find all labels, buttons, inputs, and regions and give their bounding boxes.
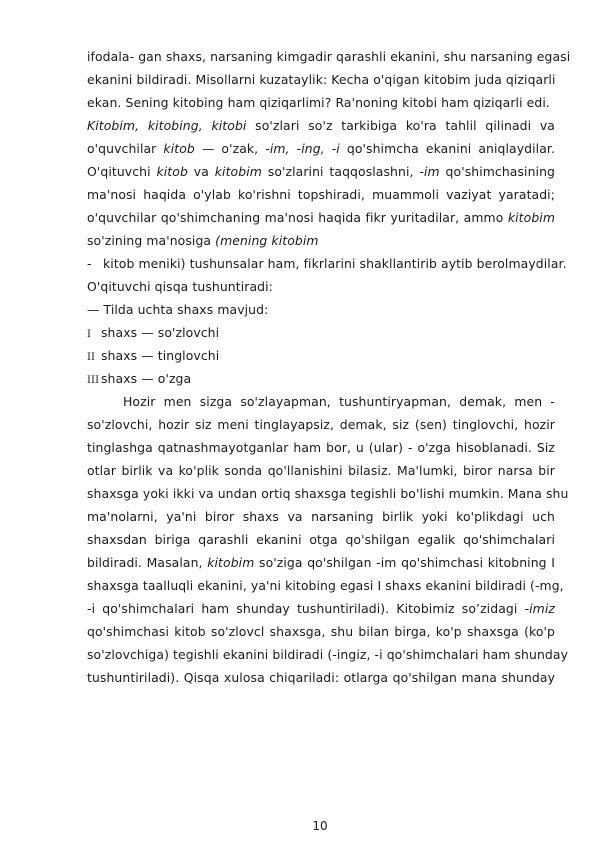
list-marker: II <box>87 352 96 363</box>
text-run: so'ziga qo'shilgan -im qo'shimchasi kitobning I <box>254 555 555 570</box>
italic-word: kitob <box>156 164 188 179</box>
italic-word: kitobim <box>507 210 555 225</box>
text-line: ekan. Sening kitobing ham qiziqarlimi? Ra'noning kitobi ham qiziqarli edi. <box>87 95 550 110</box>
italic-word: -imiz <box>524 601 555 616</box>
text-line: shaxsga yoki ikki va undan ortiq shaxsga tegishli bo'lishi mumkin. Mana shu <box>87 486 569 501</box>
text-line: ifodala- gan shaxs, narsaning kimgadir qarashli ekanini, shu narsaning egasi <box>87 49 571 64</box>
text-line <box>87 229 555 252</box>
text-run: o'quvchilar qo'shimchaning ma'nosi haqida fikr yuritadilar, ammo <box>87 210 508 225</box>
text-line <box>87 160 555 183</box>
text-line <box>87 114 555 137</box>
text-line: ma'nolarni, ya'ni biror shaxs va narsaning birlik yoki ko'plikdagi uch <box>87 509 555 524</box>
text-line: ekanini bildiradi. Misollarni kuzataylik: Kecha o'qigan kitobim juda qiziqarli <box>87 72 556 87</box>
italic-word: kitobim <box>214 164 262 179</box>
text-run: shaxs — so'zlovchi <box>101 325 220 340</box>
body-text <box>87 45 571 689</box>
text-run: so'zining ma'nosiga <box>87 233 216 248</box>
text-line: qo'shimchasi kitob so'zlovcl shaxsga, shu bilan birga, ko'p shaxsga (ko'p <box>87 624 555 639</box>
text-run: shaxs — o'zga <box>101 371 192 386</box>
italic-word: -im, -ing, -i <box>265 141 340 156</box>
text-run: bildiradi. Masalan, <box>87 555 208 570</box>
text-line: shaxsga taalluqli ekanini, ya'ni kitobing egasi I shaxs ekanini bildiradi (-mg, <box>87 578 564 593</box>
text-line <box>87 206 555 229</box>
text-line: Hozir men sizga so'zlayapman, tushuntiryapman, demak, men - <box>123 394 555 409</box>
italic-word: Kitobim, kitobing, kitobi <box>87 118 247 133</box>
text-run: qo'shimcha ekanini aniqlaydilar. <box>339 141 556 156</box>
italic-word: kitob <box>163 141 195 156</box>
text-run: va <box>187 164 215 179</box>
italic-word: (mening kitobim <box>215 233 319 248</box>
text-line: so'zlovchiga) tegishli ekanini bildiradi (-ingiz, -i qo'shimchalari ham shunday <box>87 647 568 662</box>
italic-word: -im <box>419 164 440 179</box>
text-line <box>87 551 555 574</box>
text-line <box>87 137 555 160</box>
text-line: — Tilda uchta shaxs mavjud: <box>87 302 269 317</box>
list-item <box>87 367 555 390</box>
text-run: so'zlari so'z tarkibiga ko'ra tahlil qilinadi va <box>246 118 555 133</box>
text-line: so'zlovchi, hozir siz meni tinglayapsiz, demak, siz (sen) tinglovchi, hozir <box>87 417 555 432</box>
text-run: o'quvchilar <box>87 141 164 156</box>
list-marker: - <box>87 256 92 271</box>
list-marker: III <box>87 375 100 386</box>
text-line: ma'nosi haqida o'ylab ko'rishni topshiradi, muammoli vaziyat yaratadi; <box>87 187 555 202</box>
list-item <box>87 344 555 367</box>
text-run: kitob meniki) tushunsalar ham, fikrlarini shakllantirib aytib berolmaydilar. <box>103 256 567 271</box>
text-line: otlar birlik va ko'plik sonda qo'llanishini bilasiz. Ma'lumki, biror narsa bir <box>87 463 555 478</box>
page-number: 10 <box>312 819 328 833</box>
text-line <box>87 597 555 620</box>
text-run: so'zlarini taqqoslashni, <box>261 164 420 179</box>
italic-word: kitobim <box>207 555 255 570</box>
text-run: -i qo'shimchalari ham shunday tushuntiriladi). Kitobimiz so’zidagi <box>87 601 525 616</box>
list-item <box>87 321 555 344</box>
text-line: O'qituvchi qisqa tushuntiradi: <box>87 279 273 294</box>
text-run: — o'zak, <box>194 141 266 156</box>
text-run: O'qituvchi <box>87 164 157 179</box>
text-run: qo'shimchasining <box>439 164 555 179</box>
text-line <box>87 252 567 275</box>
text-run: shaxs — tinglovchi <box>101 348 220 363</box>
text-line: shaxsdan biriga qarashli ekanini otga qo'shilgan egalik qo'shimchalari <box>87 532 555 547</box>
list-marker: I <box>87 329 92 340</box>
text-line: tushuntiriladi). Qisqa xulosa chiqariladi: otlarga qo'shilgan mana shunday <box>87 670 555 685</box>
text-line: tinglashga qatnashmayotganlar ham bor, u (ular) - o'zga hisoblanadi. Siz <box>87 440 555 455</box>
